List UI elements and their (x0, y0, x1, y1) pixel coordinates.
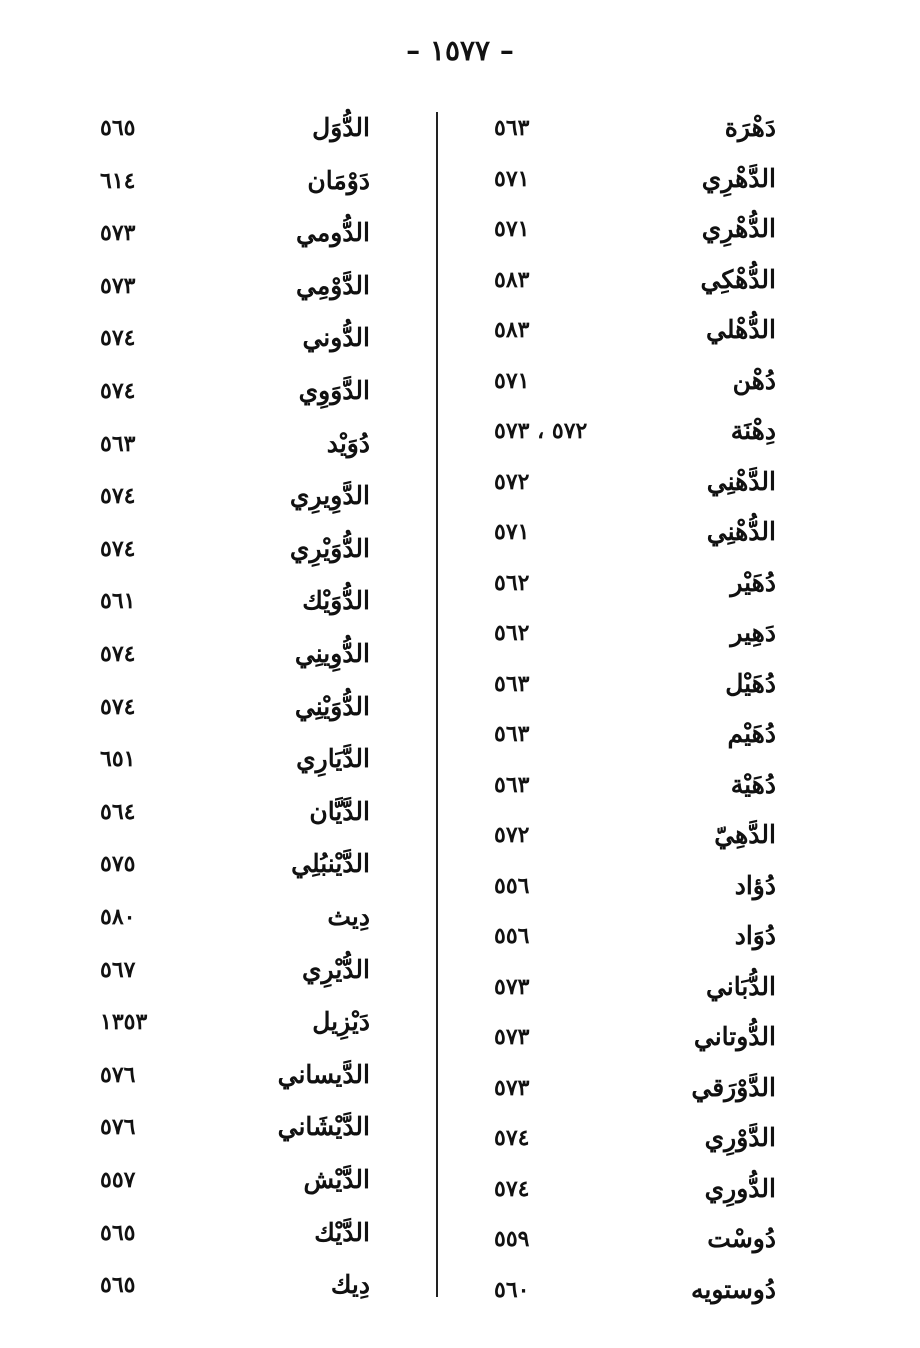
entry-page-number: ٥٦٣ (100, 430, 136, 457)
index-entry (80, 1107, 410, 1147)
entry-page-number: ٥٦٤ (100, 798, 136, 825)
index-entry (80, 792, 410, 832)
entry-word: الدُّومي (296, 218, 370, 248)
index-entry (470, 916, 800, 956)
entry-word: الدَّوْرِي (704, 1123, 776, 1152)
entry-word: الدُّورِي (704, 1173, 776, 1203)
entry-page-number: ٦٥١ (100, 746, 136, 773)
entry-page-number: ٥٧٢ ، ٥٧٣ (494, 418, 588, 444)
entry-word: الدَّيْشَاني (277, 1112, 370, 1142)
index-entry (470, 462, 800, 502)
entry-word: الدُّوتاني (693, 1022, 776, 1051)
index-entry (470, 765, 800, 805)
entry-word: الدَّهْرِي (701, 163, 776, 193)
entry-page-number: ٥٥٦ (494, 872, 530, 899)
index-entry (80, 687, 410, 727)
entry-word: دِيك (330, 1270, 370, 1300)
index-entry (80, 424, 410, 464)
index-entry (470, 1017, 800, 1057)
entry-word: الدُّوَل (312, 113, 370, 142)
entry-page-number: ٥٦٥ (100, 115, 136, 141)
entry-word: دَهْرَة (724, 113, 776, 142)
index-entry (470, 967, 800, 1007)
index-entry (80, 950, 410, 990)
entry-word: الدُّوَيْرِي (289, 533, 370, 563)
entry-word: الدُّوَيْنِي (294, 691, 370, 721)
entry-word: الدَّيَارِي (296, 744, 370, 774)
entry-page-number: ٥٦٥ (100, 1272, 136, 1299)
entry-page-number: ٥٧٥ (100, 851, 136, 878)
entry-word: الدُّهْرِي (701, 214, 776, 243)
index-entry (470, 714, 800, 754)
index-entry (80, 161, 410, 201)
entry-word: الدَّيْش (303, 1165, 370, 1194)
entry-page-number: ٦١٤ (100, 167, 136, 194)
entry-page-number: ٥٨٠ (100, 904, 136, 930)
entry-page-number: ٥٦٢ (494, 620, 530, 646)
index-entry (80, 844, 410, 884)
index-entry (470, 159, 800, 199)
index-entry (470, 613, 800, 653)
entry-page-number: ٥٥٦ (494, 923, 530, 949)
entry-page-number: ٥٧١ (494, 165, 530, 192)
index-entry (470, 260, 800, 300)
entry-word: الدُّبَاني (705, 971, 776, 1001)
entry-page-number: ٥٧٣ (100, 220, 136, 247)
index-entry (80, 318, 410, 358)
index-entry (80, 739, 410, 779)
entry-word: دُهَيْم (727, 719, 776, 748)
index-entry (80, 1002, 410, 1042)
entry-page-number: ٥٧٤ (494, 1175, 530, 1202)
right-column (470, 100, 800, 1320)
index-entry (80, 581, 410, 621)
entry-word: دُهَيْة (730, 769, 776, 799)
entry-word: الدَّهِيّ (714, 820, 776, 849)
entry-word: دُوسْت (707, 1224, 776, 1253)
entry-page-number: ٥٧٦ (100, 1061, 136, 1088)
index-entry (80, 634, 410, 674)
entry-word: الدُّهْنِي (706, 517, 776, 546)
entry-word: دِهْنَة (730, 416, 776, 445)
entry-word: الدَّهْنِي (706, 466, 776, 496)
index-entry (80, 1213, 410, 1253)
entry-page-number: ٥٧٢ (494, 822, 530, 848)
entry-page-number: ٥٨٣ (494, 317, 530, 343)
index-entry (470, 866, 800, 906)
left-column (80, 100, 410, 1320)
index-entry (470, 310, 800, 350)
index-entry (470, 563, 800, 603)
entry-page-number: ٥٦٣ (494, 115, 530, 141)
entry-page-number: ٥٧٤ (100, 693, 136, 720)
entry-page-number: ٥٧٣ (494, 1024, 530, 1050)
index-entry (80, 108, 410, 148)
entry-page-number: ١٣٥٣ (100, 1009, 148, 1036)
entry-page-number: ٥٧٣ (100, 272, 136, 299)
entry-page-number: ٥٥٧ (100, 1167, 136, 1193)
entry-page-number: ٥٦٧ (100, 956, 136, 983)
entry-word: الدَّوْمِي (296, 270, 370, 300)
index-entry (470, 512, 800, 552)
entry-page-number: ٥٧٤ (100, 378, 136, 404)
entry-page-number: ٥٧٤ (100, 641, 136, 667)
entry-page-number: ٥٦٣ (494, 771, 530, 798)
entry-page-number: ٥٦٢ (494, 569, 530, 596)
index-entry (470, 815, 800, 855)
entry-word: الدُّوِينِي (294, 639, 370, 668)
entry-page-number: ٥٧٤ (100, 483, 136, 510)
entry-page-number: ٥٧١ (494, 367, 530, 394)
entry-word: دُوَيْد (326, 428, 370, 458)
index-entry (470, 1068, 800, 1108)
column-divider (436, 112, 438, 1297)
entry-page-number: ٥٨٣ (494, 266, 530, 293)
entry-page-number: ٥٥٩ (494, 1226, 530, 1252)
index-entry (470, 1169, 800, 1209)
entry-page-number: ٥٧٣ (494, 973, 530, 1000)
entry-word: دُؤاد (734, 870, 776, 900)
entry-word: دُوستويه (691, 1274, 776, 1304)
index-entry (470, 1118, 800, 1158)
entry-word: الدُّوني (302, 323, 370, 353)
entry-word: دُهَيْل (725, 668, 776, 698)
index-entry (470, 1270, 800, 1310)
entry-word: الدَّوَوِي (298, 376, 370, 405)
entry-word: الدَّوِيرِي (289, 481, 370, 511)
entry-word: دُهَيْر (730, 567, 776, 597)
page-number: – ١٥٧٧ – (406, 34, 514, 67)
index-entry (470, 1219, 800, 1259)
entry-page-number: ٥٧٦ (100, 1114, 136, 1141)
entry-page-number: ٥٦٠ (494, 1276, 530, 1303)
index-entry (470, 664, 800, 704)
entry-page-number: ٥٦٣ (494, 670, 530, 697)
index-entry (80, 476, 410, 516)
index-entry (470, 361, 800, 401)
entry-page-number: ٥٧٤ (100, 325, 136, 352)
entry-word: دُهْن (732, 365, 776, 395)
entry-page-number: ٥٦٥ (100, 1219, 136, 1246)
index-entry (80, 1055, 410, 1095)
entry-word: الدُّوَيْك (302, 586, 370, 616)
entry-word: الدَّيْنبُلِي (291, 849, 370, 879)
entry-word: دَيْزِيل (312, 1007, 370, 1037)
entry-page-number: ٥٧٣ (494, 1074, 530, 1101)
entry-page-number: ٥٧٤ (494, 1125, 530, 1151)
entry-page-number: ٥٧٤ (100, 535, 136, 562)
index-entry (80, 266, 410, 306)
entry-word: الدُّهْكِي (700, 264, 776, 294)
entry-word: دِيث (327, 902, 370, 931)
entry-page-number: ٥٧٢ (494, 468, 530, 495)
entry-word: الدَّوْرَقي (691, 1072, 776, 1102)
index-entry (80, 1160, 410, 1200)
index-entry (80, 371, 410, 411)
entry-word: الدَّيساني (277, 1059, 370, 1089)
entry-word: دَوْمَان (307, 165, 370, 195)
entry-word: الدُّهْلي (706, 315, 776, 344)
index-entry (80, 213, 410, 253)
entry-word: الدَّيْك (314, 1217, 370, 1247)
entry-page-number: ٥٧١ (494, 519, 530, 545)
entry-word: دُوَاد (734, 921, 776, 950)
entry-word: دَهِير (730, 618, 776, 647)
index-entry (470, 411, 800, 451)
entry-word: الدَّيَّان (309, 796, 370, 826)
index-entry (80, 897, 410, 937)
entry-word: الدُّيْرِي (301, 954, 370, 984)
index-entry (470, 209, 800, 249)
entry-page-number: ٥٧١ (494, 216, 530, 242)
index-entry (470, 108, 800, 148)
entry-page-number: ٥٦٣ (494, 721, 530, 747)
index-entry (80, 1265, 410, 1305)
index-entry (80, 529, 410, 569)
entry-page-number: ٥٦١ (100, 588, 136, 615)
